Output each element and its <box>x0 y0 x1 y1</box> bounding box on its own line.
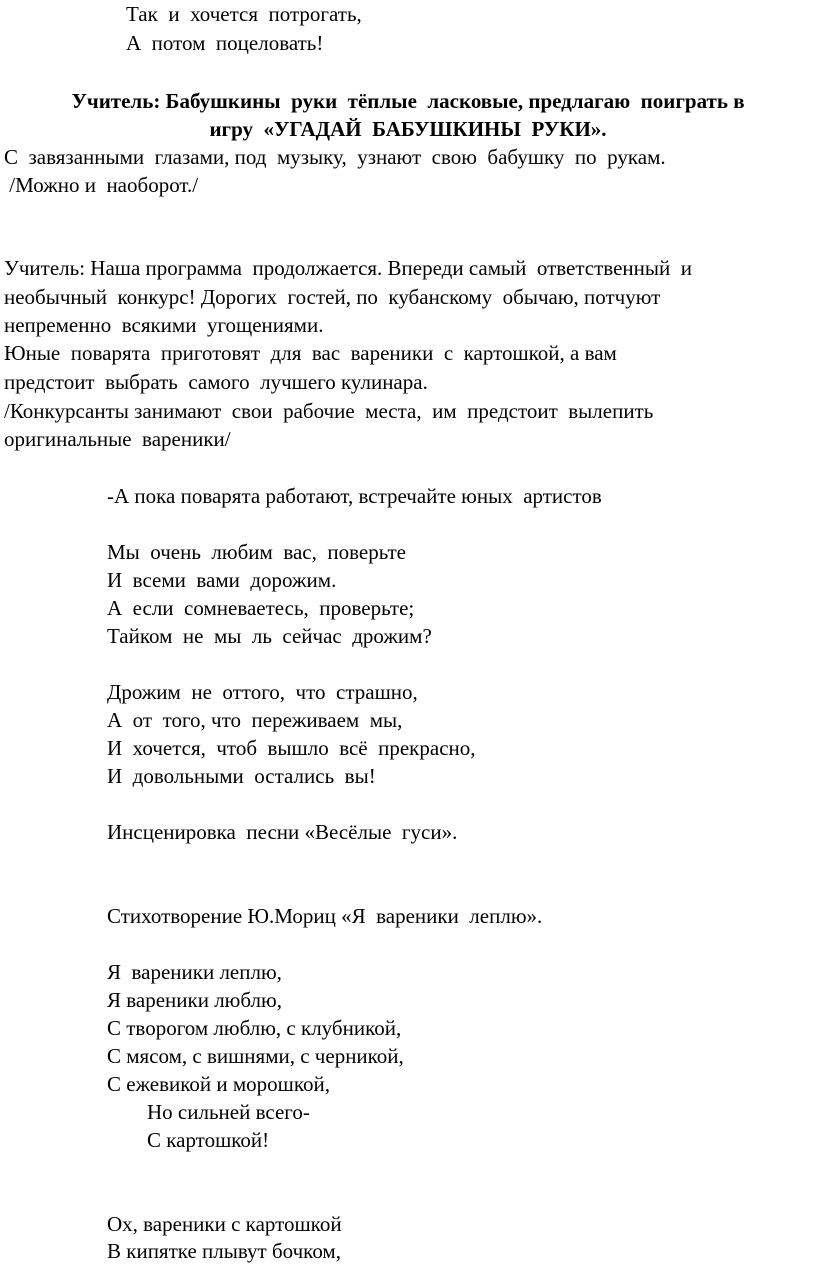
contest-line-1: Учитель: Наша программа продолжается. Впереди самый ответственный и <box>4 256 692 280</box>
final-stanza-line-1: Ох, вареники с картошкой <box>107 1212 342 1236</box>
varenik-poem-line-3: С творогом люблю, с клубникой, <box>107 1016 402 1040</box>
stanza2-line-2: А от того, что переживаем мы, <box>107 708 403 732</box>
announcement: -А пока поварята работают, встречайте юных артистов <box>107 484 602 508</box>
stanza1-line-2: И всеми вами дорожим. <box>107 568 337 592</box>
contest-line-6: /Конкурсанты занимают свои рабочие места, им предстоит вылепить <box>4 399 654 423</box>
varenik-poem-line-2: Я вареники люблю, <box>107 988 282 1012</box>
poem-intro-line-2: А потом поцеловать! <box>126 31 324 55</box>
varenik-poem-line-5: С ежевикой и морошкой, <box>107 1072 330 1096</box>
contest-line-7: оригинальные вареники/ <box>4 427 231 451</box>
stanza2-line-1: Дрожим не оттого, что страшно, <box>107 680 418 704</box>
contest-line-2: необычный конкурс! Дорогих гостей, по кубанскому обычаю, потчуют <box>4 285 661 309</box>
varenik-poem-line-4: С мясом, с вишнями, с черникой, <box>107 1044 404 1068</box>
final-stanza-line-2: В кипятке плывут бочком, <box>107 1239 341 1263</box>
stanza1-line-1: Мы очень любим вас, поверьте <box>107 540 406 564</box>
stanza1-line-4: Тайком не мы ль сейчас дрожим? <box>107 624 432 648</box>
varenik-poem-indented-line-2: С картошкой! <box>147 1128 270 1152</box>
game-description-line-1: С завязанными глазами, под музыку, узнают свою бабушку по рукам. <box>4 145 666 169</box>
stanza2-line-3: И хочется, чтоб вышло всё прекрасно, <box>107 736 476 760</box>
varenik-poem-indented-line-1: Но сильней всего- <box>147 1100 310 1124</box>
poem-intro-line-1: Так и хочется потрогать, <box>126 2 362 26</box>
stanza2-line-4: И довольными остались вы! <box>107 764 376 788</box>
poem-title: Стихотворение Ю.Мориц «Я вареники леплю». <box>107 904 543 928</box>
contest-line-3: непременно всякими угощениями. <box>4 313 324 337</box>
contest-line-5: предстоит выбрать самого лучшего кулинара. <box>4 370 428 394</box>
varenik-poem-line-1: Я вареники леплю, <box>107 960 282 984</box>
game-heading-line-1: Учитель: Бабушкины руки тёплые ласковые, предлагаю поиграть в <box>71 89 745 113</box>
game-description-line-2: /Можно и наоборот./ <box>4 173 199 197</box>
stanza1-line-3: А если сомневаетесь, проверьте; <box>107 596 415 620</box>
game-heading-line-2: игру «УГАДАЙ БАБУШКИНЫ РУКИ». <box>209 117 607 141</box>
contest-line-4: Юные поварята приготовят для вас вареники с картошкой, а вам <box>4 341 617 365</box>
song-staging: Инсценировка песни «Весёлые гуси». <box>107 820 458 844</box>
